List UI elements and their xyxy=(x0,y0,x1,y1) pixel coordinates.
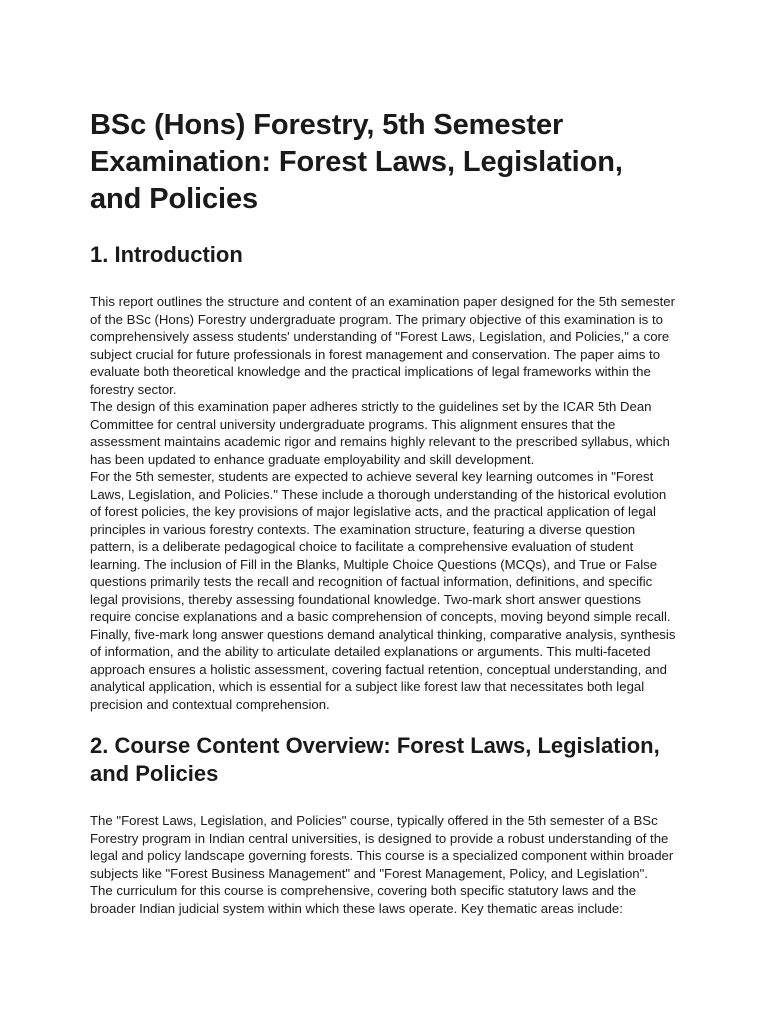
paragraph: This report outlines the structure and content of an examination paper designed for the 5th semester of the BSc (Hons) Forestry undergraduate program. The primary objective of this examination is to comprehensively assess students' understanding of "Forest Laws, Legislation, and Policies," a core subject crucial for future professionals in forest management and conservation. The paper aims to evaluate both theoretical knowledge and the practical implications of legal frameworks within the forestry sector. xyxy=(90,294,675,397)
paragraph: The "Forest Laws, Legislation, and Policies" course, typically offered in the 5th semester of a BSc Forestry program in Indian central universities, is designed to provide a robust understanding of the legal and policy landscape governing forests. This course is a specialized component within broader subjects like "Forest Business Management" and "Forest Management, Policy, and Legislation". xyxy=(90,813,674,881)
section-heading: 2. Course Content Overview: Forest Laws, Legislation, and Policies xyxy=(90,733,660,786)
paragraph: The design of this examination paper adheres strictly to the guidelines set by the ICAR 5th Dean Committee for central university undergraduate programs. This alignment ensures that the assessment maintains academic rigor and remains highly relevant to the prescribed syllabus, which has been updated to enhance graduate employability and skill development. xyxy=(90,399,670,467)
section-course-content-overview xyxy=(90,732,678,917)
paragraph: The curriculum for this course is comprehensive, covering both specific statutory laws and the broader Indian judicial system within which these laws operate. Key thematic areas include: xyxy=(90,883,637,916)
paragraph: For the 5th semester, students are expected to achieve several key learning outcomes in "Forest Laws, Legislation, and Policies." These include a thorough understanding of the historical evolution of forest policies, the key provisions of major legislative acts, and the practical application of legal principles in various forestry contexts. The examination structure, featuring a diverse question pattern, is a deliberate pedagogical choice to facilitate a comprehensive evaluation of student learning. The inclusion of Fill in the Blanks, Multiple Choice Questions (MCQs), and True or False questions primarily tests the recall and recognition of factual information, definitions, and specific legal provisions, thereby assessing foundational knowledge. Two-mark short answer questions require concise explanations and a basic comprehension of concepts, moving beyond simple recall. Finally, five-mark long answer questions demand analytical thinking, comparative analysis, synthesis of information, and the ability to articulate detailed explanations or arguments. This multi-faceted approach ensures a holistic assessment, covering factual retention, conceptual understanding, and analytical application, which is essential for a subject like forest law that necessitates both legal precision and contextual comprehension. xyxy=(90,469,676,712)
section-heading: 1. Introduction xyxy=(90,242,243,267)
section-introduction xyxy=(90,241,678,713)
document-title: BSc (Hons) Forestry, 5th Semester Examination: Forest Laws, Legislation, and Policies xyxy=(90,109,623,215)
